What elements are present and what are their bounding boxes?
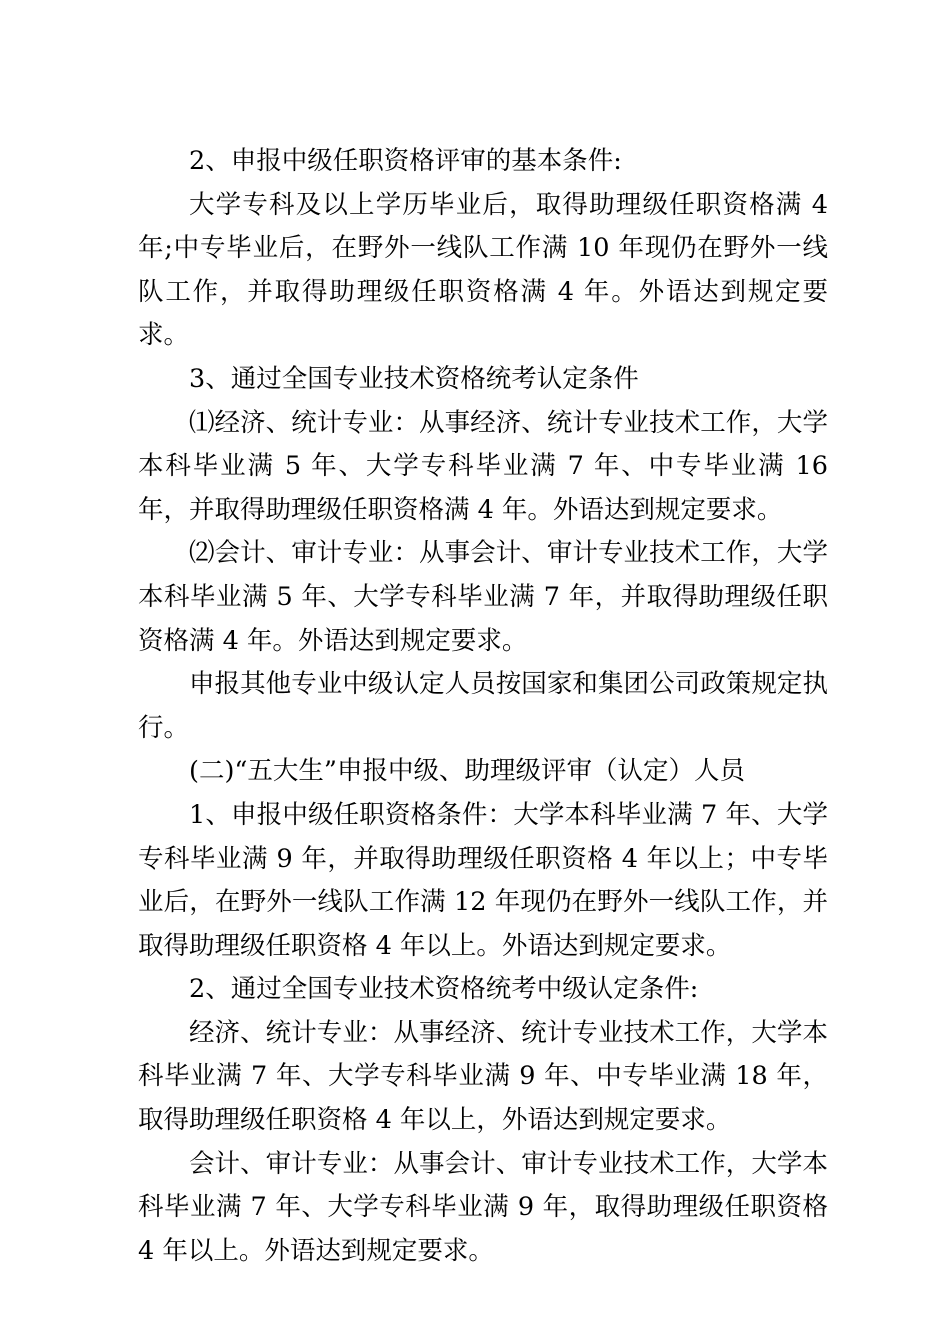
paragraph-8: 1、申报中级任职资格条件：大学本科毕业满 7 年、大学专科毕业满 9 年，并取得助理级任职资格 4 年以上；中专毕业后，在野外一线队工作满 12 年现仍在野外一线队工作，并取得助理级任职资格 4 年以上。外语达到规定要求。 [138, 799, 828, 961]
paragraph-4: ⑴经济、统计专业：从事经济、统计专业技术工作，大学本科毕业满 5 年、大学专科毕业满 7 年、中专毕业满 16 年，并取得助理级任职资格满 4 年。外语达到规定要求。 [138, 407, 828, 525]
paragraph-10: 经济、统计专业：从事经济、统计专业技术工作，大学本科毕业满 7 年、大学专科毕业满 9 年、中专毕业满 18 年，取得助理级任职资格 4 年以上，外语达到规定要求。 [138, 1017, 828, 1136]
paragraph-9: 2、通过全国专业技术资格统考中级认定条件: [189, 974, 699, 1005]
paragraph-3: 3、通过全国专业技术资格统考认定条件 [189, 363, 639, 394]
paragraph-1: 2、申报中级任职资格评审的基本条件: [189, 146, 622, 176]
paragraph-2: 大学专科及以上学历毕业后，取得助理级任职资格满 4 年;中专毕业后，在野外一线队工作满 10 年现仍在野外一线队工作，并取得助理级任职资格满 4 年。外语达到规定要求。 [138, 189, 828, 351]
paragraph-5: ⑵会计、审计专业：从事会计、审计专业技术工作，大学本科毕业满 5 年、大学专科毕业满 7 年，并取得助理级任职资格满 4 年。外语达到规定要求。 [138, 538, 828, 656]
paragraph-7: (二)“五大生”申报中级、助理级评审（认定）人员 [189, 756, 745, 787]
paragraph-6: 申报其他专业中级认定人员按国家和集团公司政策规定执行。 [138, 669, 828, 743]
document-body [138, 140, 828, 1273]
paragraph-11: 会计、审计专业：从事会计、审计专业技术工作，大学本科毕业满 7 年、大学专科毕业满 9 年，取得助理级任职资格 4 年以上。外语达到规定要求。 [138, 1148, 828, 1266]
